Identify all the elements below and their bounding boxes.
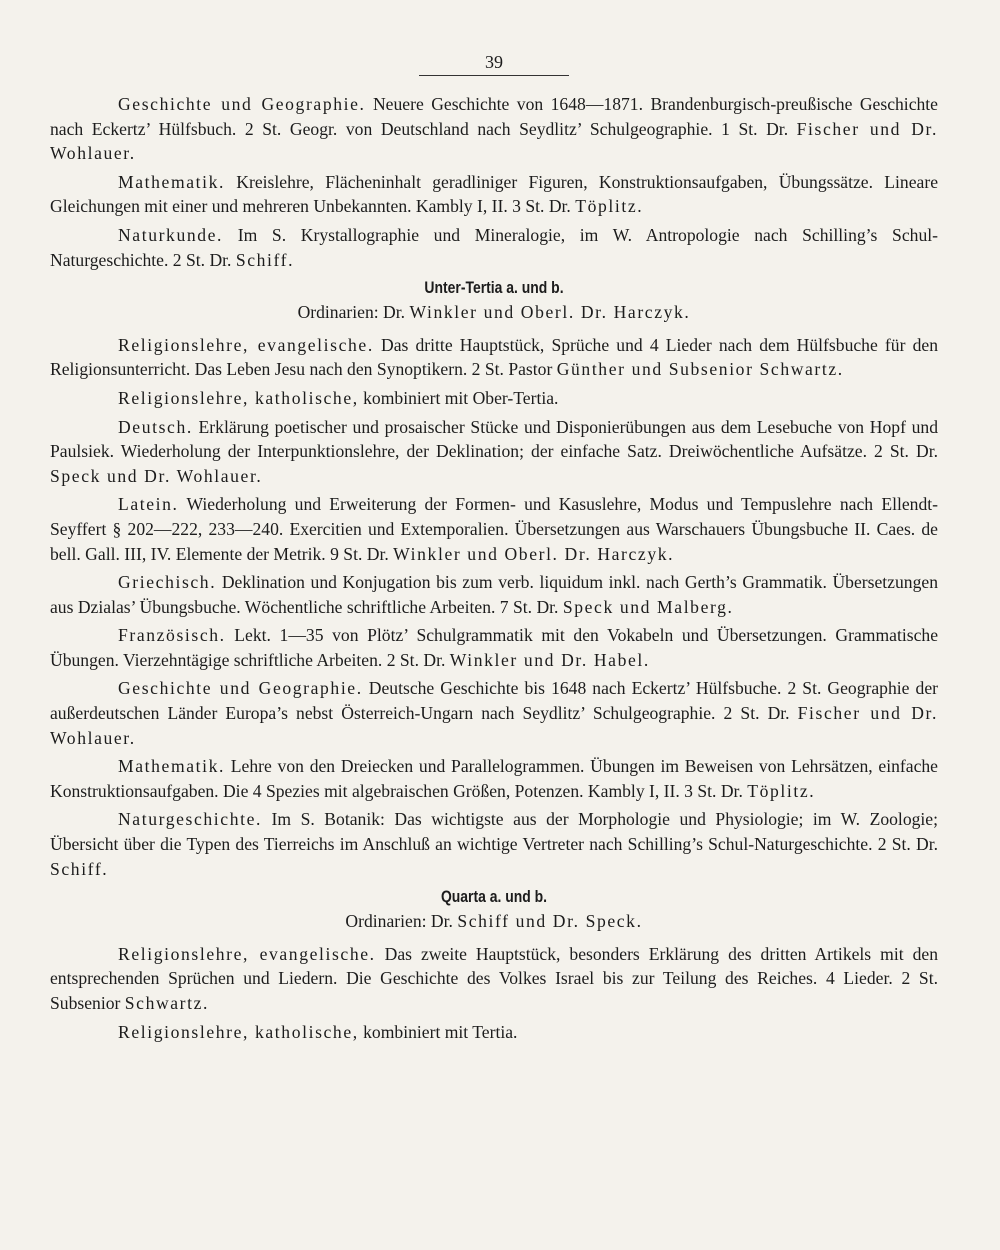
paragraph-text: Wiederholung und Erweiterung der Formen- und Kasuslehre, Modus und Tempuslehre nach Ellendt-Seyffert § 202—222, 233—240. Exercitien und Extemporalien. Übersetzungen aus Warschauers Übungsbuche II. Caes. de bell. Gall. III, IV. Elemente der Metrik. 9 St. Dr. [50, 494, 938, 564]
teacher-names: Töplitz. [747, 780, 816, 801]
page-number: 39 [419, 52, 569, 76]
paragraph [50, 1020, 938, 1045]
section-title-unter-tertia: Unter-Tertia a. und b. [424, 278, 564, 298]
teacher-names: Schiff. [235, 249, 295, 270]
subject-label: Mathematik. [118, 171, 226, 192]
teacher-names: Speck und Malberg. [562, 596, 734, 617]
paragraph-text: kombiniert mit Ober-Tertia. [358, 387, 559, 408]
subject-label: Religionslehre, evangelische. [118, 943, 376, 964]
upper-paragraphs [50, 92, 938, 272]
ordinarien-label: Ordinarien: Dr. [297, 302, 410, 323]
paragraph [50, 223, 938, 272]
teacher-names: Fischer und Dr. Wohlauer. [50, 703, 938, 748]
paragraph [50, 92, 938, 166]
paragraph [50, 676, 938, 750]
teacher-names: Fischer und Dr. Wohlauer. [50, 118, 938, 164]
teacher-names: Günther und Subsenior Schwartz. [556, 359, 844, 380]
unter-tertia-paragraphs [50, 333, 938, 881]
teacher-names: Schiff. [50, 858, 109, 879]
ordinarien-line [50, 300, 938, 325]
paragraph-text: Das zweite Hauptstück, besonders Erklärung des dritten Artikels mit den entsprechenden Sprüchen und Liedern. Die Geschichte des Volkes Israel bis zur Teilung des Reiches. 4 Lieder. 2 St. Subsenior [50, 943, 938, 1013]
paragraph [50, 807, 938, 881]
teacher-names: Winkler und Dr. Habel. [449, 649, 650, 670]
paragraph-text: Das dritte Hauptstück, Sprüche und 4 Lieder nach dem Hülfsbuche für den Religionsunterricht. Das Leben Jesu nach den Synoptikern. 2 St. Pastor [50, 334, 939, 380]
subject-label: Latein. [118, 494, 179, 515]
paragraph-text: Lehre von den Dreiecken und Parallelogrammen. Übungen im Beweisen von Lehrsätzen, einfache Konstruktionsaufgaben. Die 4 Spezies mit algebraischen Größen, Potenzen. Kambly I, II. 3 St. Dr. [50, 756, 938, 801]
subject-label: Mathematik. [118, 756, 226, 777]
paragraph [50, 492, 938, 566]
paragraph-text: Deklination und Konjugation bis zum verb. liquidum inkl. nach Gerth’s Grammatik. Übersetzungen aus Dzialas’ Übungsbuche. Wöchentliche schriftliche Arbeiten. 7 St. Dr. [50, 572, 938, 617]
teacher-names: Winkler und Oberl. Dr. Harczyk. [393, 543, 675, 564]
paragraph-text: Kreislehre, Flächeninhalt geradliniger Figuren, Konstruktionsaufgaben, Übungssätze. Lineare Gleichungen mit einer und mehreren Unbekannten. Kambly I, II. 3 St. Dr. [50, 171, 938, 217]
paragraph-text: Lekt. 1—35 von Plötz’ Schulgrammatik mit den Vokabeln und Übersetzungen. Grammatische Übungen. Vierzehntägige schriftliche Arbeiten. 2 St. Dr. [50, 625, 938, 670]
subject-label: Naturgeschichte. [118, 809, 262, 830]
subject-label: Geschichte und Geographie. [118, 94, 366, 114]
paragraph [50, 754, 938, 803]
paragraph-text: Im S. Krystallographie und Mineralogie, im W. Antropologie nach Schilling’s Schul-Naturgeschichte. 2 St. Dr. [50, 224, 938, 270]
subject-label: Religionslehre, katholische, [118, 387, 359, 408]
subject-label: Griechisch. [118, 572, 217, 593]
section-title-quarta: Quarta a. und b. [440, 887, 548, 907]
paragraph [50, 415, 938, 489]
ordinarien-label: Ordinarien: Dr. [345, 911, 458, 932]
paragraph-text: Neuere Geschichte von 1648—1871. Brandenburgisch-preußische Geschichte nach Eckertz’ Hülfsbuch. 2 St. Geogr. von Deutschland nach Seydlitz’ Schulgeographie. 1 St. Dr. [50, 94, 938, 139]
subject-label: Deutsch. [118, 416, 193, 437]
quarta-paragraphs [50, 942, 938, 1044]
paragraph [50, 333, 938, 382]
subject-label: Religionslehre, evangelische. [118, 334, 374, 355]
paragraph-text: Erklärung poetischer und prosaischer Stücke und Disponierübungen aus dem Lesebuche von Hopf und Paulsiek. Wiederholung der Interpunktionslehre, der Deklination; der einfache Satz. Dreiwöchentliche Aufsätze. 2 St. Dr. [50, 416, 938, 462]
paragraph-text: Deutsche Geschichte bis 1648 nach Eckertz’ Hülfsbuche. 2 St. Geographie der außerdeutschen Länder Europa’s nebst Österreich-Ungarn nach Seydlitz’ Schulgeographie. 2 St. Dr. [50, 678, 938, 724]
document-page [50, 52, 938, 1048]
subject-label: Naturkunde. [118, 224, 224, 245]
teacher-names: Schwartz. [124, 993, 210, 1013]
paragraph [50, 570, 938, 619]
ordinarien-names: Winkler und Oberl. Dr. Harczyk. [409, 302, 691, 323]
subject-label: Geschichte und Geographie. [118, 678, 363, 699]
paragraph [50, 386, 938, 411]
paragraph [50, 623, 938, 672]
ordinarien-names: Schiff und Dr. Speck. [457, 911, 643, 932]
subject-label: Religionslehre, katholische, [118, 1021, 359, 1042]
ordinarien-line [50, 909, 938, 934]
paragraph [50, 170, 938, 219]
paragraph-text: kombiniert mit Tertia. [358, 1021, 518, 1042]
teacher-names: Töplitz. [575, 196, 644, 217]
teacher-names: Speck und Dr. Wohlauer. [50, 465, 263, 486]
subject-label: Französisch. [118, 625, 226, 646]
paragraph-text: Im S. Botanik: Das wichtigste aus der Morphologie und Physiologie; im W. Zoologie; Übersicht über die Typen des Tierreichs im Anschluß an wichtige Vertreter nach Schilling’s Schul-Naturgeschichte. 2 St. Dr. [50, 809, 938, 855]
paragraph [50, 942, 938, 1016]
